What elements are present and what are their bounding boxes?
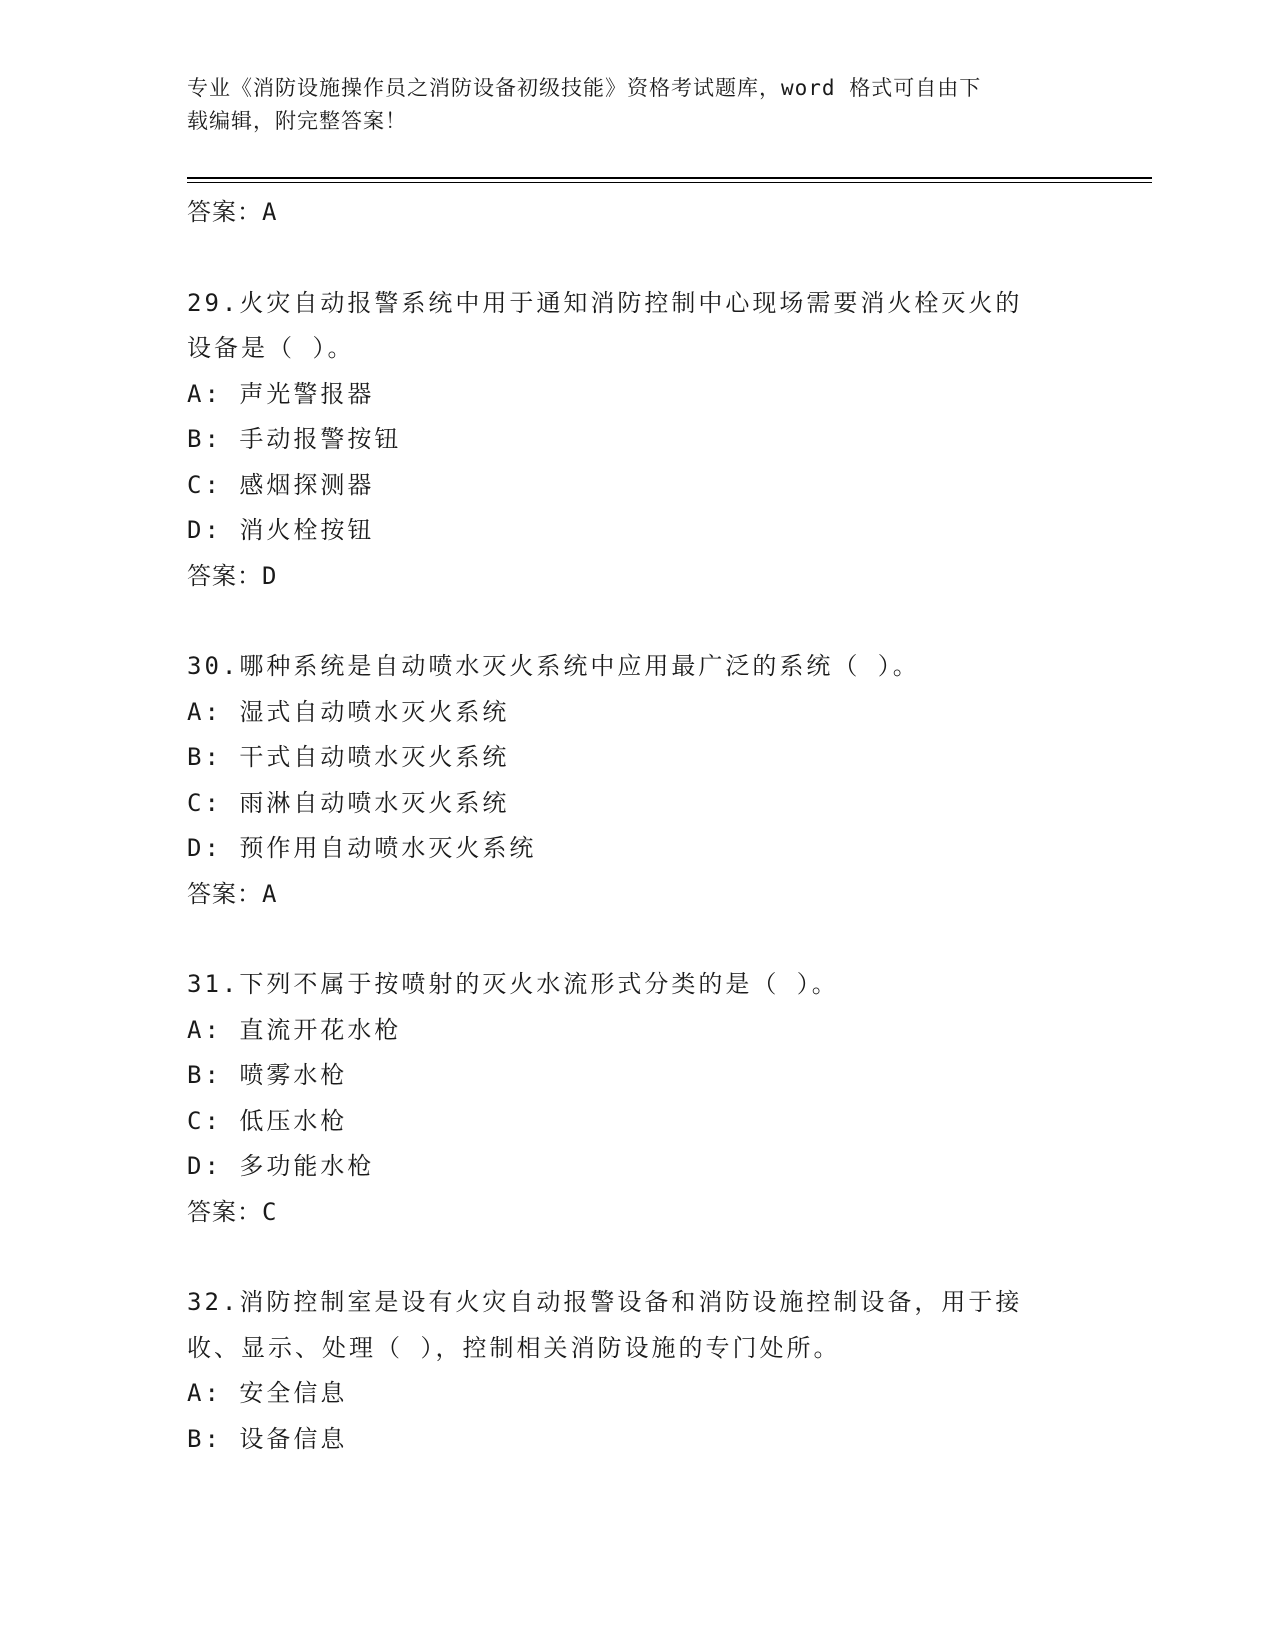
question-stem: 31.下列不属于按喷射的灭火水流形式分类的是（ ）。	[187, 970, 839, 998]
question-stem-continued: 收、显示、处理（ ），控制相关消防设施的专门处所。	[187, 1333, 841, 1362]
option-b: B: 干式自动喷水灭火系统	[187, 743, 510, 771]
option-b: B: 设备信息	[187, 1424, 348, 1453]
previous-answer: 答案：A	[187, 198, 278, 226]
option-a: A: 直流开花水枪	[187, 1015, 402, 1044]
header-divider-thick	[187, 177, 1152, 179]
answer: 答案：A	[187, 879, 278, 908]
question-stem-continued: 设备是（ ）。	[187, 334, 355, 362]
header-divider-thin	[187, 182, 1152, 183]
header-line-1: 专业《消防设施操作员之消防设备初级技能》资格考试题库，word 格式可自由下	[187, 76, 982, 100]
option-c: C: 感烟探测器	[187, 470, 375, 499]
option-b: B: 手动报警按钮	[187, 425, 402, 453]
question-list	[187, 190, 1087, 1462]
question-31	[187, 962, 1087, 1235]
document-header	[187, 72, 1067, 138]
answer: 答案：D	[187, 561, 278, 590]
option-c: C: 雨淋自动喷水灭火系统	[187, 788, 510, 817]
question-30	[187, 644, 1087, 917]
option-d: D: 预作用自动喷水灭火系统	[187, 834, 537, 862]
option-b: B: 喷雾水枪	[187, 1061, 348, 1089]
option-a: A: 声光警报器	[187, 379, 375, 408]
question-32	[187, 1280, 1087, 1462]
question-29	[187, 281, 1087, 600]
question-stem: 29.火灾自动报警系统中用于通知消防控制中心现场需要消火栓灭火的	[187, 288, 1023, 317]
option-d: D: 消火栓按钮	[187, 516, 375, 544]
question-stem: 32.消防控制室是设有火灾自动报警设备和消防设施控制设备，用于接	[187, 1288, 1023, 1316]
answer: 答案：C	[187, 1197, 278, 1226]
option-d: D: 多功能水枪	[187, 1152, 375, 1180]
option-c: C: 低压水枪	[187, 1106, 348, 1135]
question-stem: 30.哪种系统是自动喷水灭火系统中应用最广泛的系统（ ）。	[187, 652, 920, 680]
option-a: A: 安全信息	[187, 1379, 348, 1407]
option-a: A: 湿式自动喷水灭火系统	[187, 697, 510, 726]
header-line-2: 载编辑，附完整答案！	[187, 109, 407, 133]
